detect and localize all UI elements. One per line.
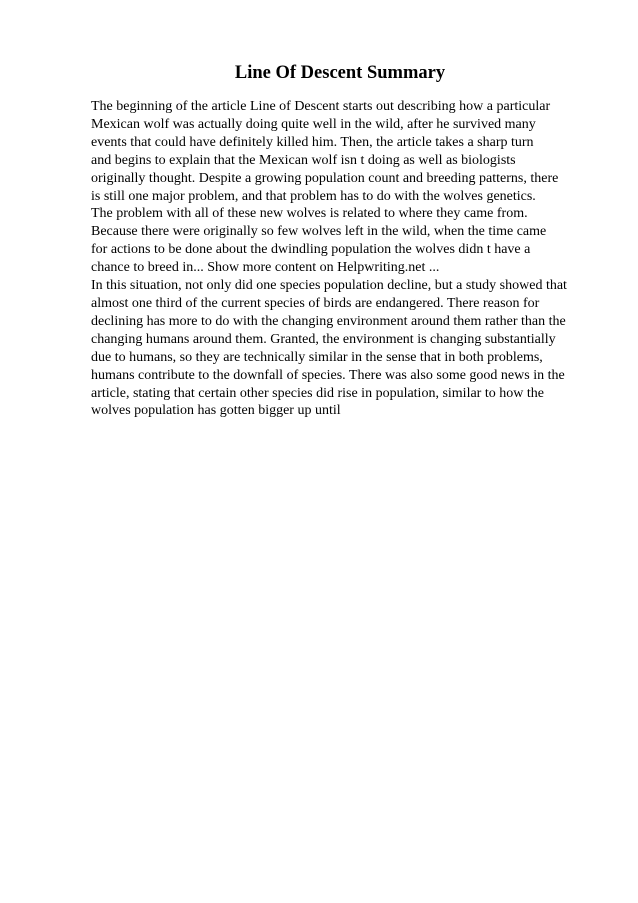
body-line: for actions to be done about the dwindling population the wolves didn t have a <box>91 242 531 258</box>
body-line: article, stating that certain other species did rise in population, similar to how the <box>91 385 544 401</box>
document-body <box>91 98 611 420</box>
document-title: Line Of Descent Summary <box>234 63 446 83</box>
body-line: Mexican wolf was actually doing quite well in the wild, after he survived many <box>91 116 536 132</box>
body-line: due to humans, so they are technically similar in the sense that in both problems, <box>91 349 543 365</box>
body-line: The beginning of the article Line of Descent starts out describing how a particular <box>91 99 551 114</box>
body-line: almost one third of the current species of birds are endangered. There reason for <box>91 295 540 311</box>
body-line: declining has more to do with the changing environment around them rather than the <box>91 313 566 329</box>
body-line: chance to breed in... Show more content on Helpwriting.net ... <box>91 260 440 276</box>
body-line: is still one major problem, and that problem has to do with the wolves genetics. <box>91 188 536 204</box>
body-line: The problem with all of these new wolves is related to where they came from. <box>91 206 528 222</box>
body-line: humans contribute to the downfall of species. There was also some good news in the <box>91 367 565 383</box>
body-line: wolves population has gotten bigger up until <box>91 403 341 419</box>
body-line: changing humans around them. Granted, the environment is changing substantially <box>91 331 556 347</box>
body-line: Because there were originally so few wolves left in the wild, when the time came <box>91 224 547 240</box>
body-line: originally thought. Despite a growing population count and breeding patterns, there <box>91 170 559 186</box>
body-line: events that could have definitely killed him. Then, the article takes a sharp turn <box>91 134 534 150</box>
body-line: and begins to explain that the Mexican wolf isn t doing as well as biologists <box>91 152 516 168</box>
body-line: In this situation, not only did one species population decline, but a study showed that <box>91 278 567 294</box>
